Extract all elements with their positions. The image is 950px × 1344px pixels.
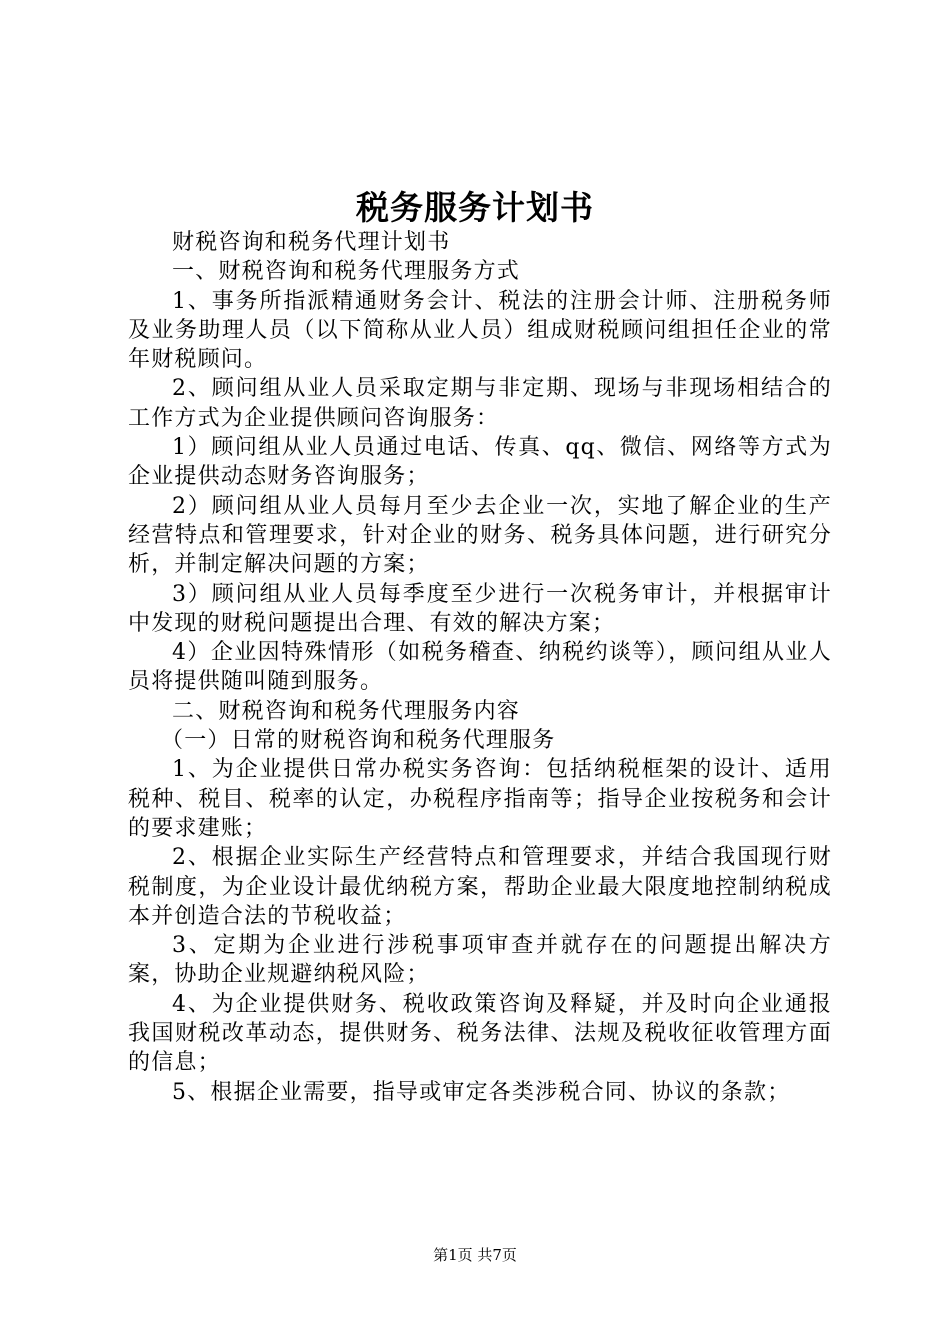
paragraph: 3）顾问组从业人员每季度至少进行一次税务审计，并根据审计中发现的财税问题提出合理、有效的解决方案； [128, 581, 832, 636]
paragraph: 1）顾问组从业人员通过电话、传真、qq、微信、网络等方式为企业提供动态财务咨询服务； [128, 435, 832, 490]
paragraph: 5、根据企业需要，指导或审定各类涉税合同、协议的条款； [172, 1079, 791, 1105]
paragraph: 3、定期为企业进行涉税事项审查并就存在的问题提出解决方案，协助企业规避纳税风险； [128, 933, 832, 988]
document-title: 税务服务计划书 [356, 188, 594, 227]
paragraph: 2）顾问组从业人员每月至少去企业一次，实地了解企业的生产经营特点和管理要求，针对企业的财务、税务具体问题，进行研究分析，并制定解决问题的方案； [128, 493, 832, 578]
paragraph: 4、为企业提供财务、税收政策咨询及释疑，并及时向企业通报我国财税改革动态，提供财务、税务法律、法规及税收征收管理方面的信息； [128, 991, 832, 1076]
subsection-heading: （一）日常的财税咨询和税务代理服务 [161, 728, 556, 754]
paragraph-subtitle: 财税咨询和税务代理计划书 [172, 230, 451, 255]
section-heading-2: 二、财税咨询和税务代理服务内容 [172, 698, 521, 724]
page-number-footer: 第1页 共7页 [433, 1246, 517, 1264]
document-body [128, 228, 832, 1107]
paragraph: 4）企业因特殊情形（如税务稽查、纳税约谈等），顾问组从业人员将提供随叫随到服务。 [128, 640, 832, 695]
paragraph: 1、事务所指派精通财务会计、税法的注册会计师、注册税务师及业务助理人员（以下简称从业人员）组成财税顾问组担任企业的常年财税顾问。 [128, 288, 832, 373]
paragraph: 2、根据企业实际生产经营特点和管理要求，并结合我国现行财税制度，为企业设计最优纳税方案，帮助企业最大限度地控制纳税成本并创造合法的节税收益； [128, 845, 832, 929]
paragraph: 2、顾问组从业人员采取定期与非定期、现场与非现场相结合的工作方式为企业提供顾问咨询服务： [128, 376, 832, 431]
paragraph: 1、为企业提供日常办税实务咨询：包括纳税框架的设计、适用税种、税目、税率的认定，办税程序指南等；指导企业按税务和会计的要求建账； [128, 757, 832, 841]
section-heading-1: 一、财税咨询和税务代理服务方式 [172, 259, 521, 285]
